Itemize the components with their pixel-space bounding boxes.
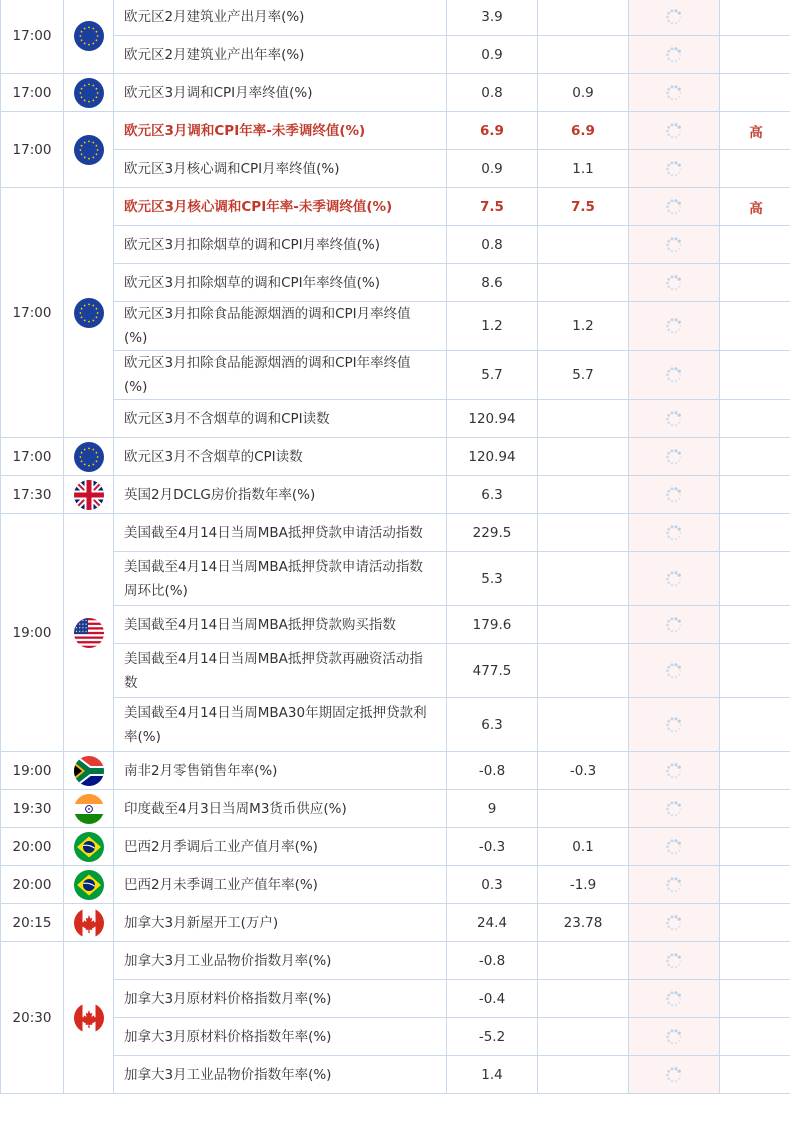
actual-value-cell (629, 1056, 720, 1094)
importance-cell (720, 351, 790, 400)
actual-value-cell (629, 942, 720, 980)
eu-flag-icon (74, 442, 104, 472)
actual-value-cell (629, 226, 720, 264)
indicator-name[interactable]: 欧元区3月扣除食品能源烟酒的调和CPI月率终值(%) (114, 302, 447, 351)
eu-flag-icon (74, 78, 104, 108)
forecast-value: 6.9 (538, 112, 629, 150)
actual-value-cell (629, 188, 720, 226)
forecast-value (538, 514, 629, 552)
time-cell: 20:30 (1, 942, 64, 1094)
eu-flag-icon (74, 135, 104, 165)
indicator-name[interactable]: 欧元区3月核心调和CPI年率-未季调终值(%) (114, 188, 447, 226)
actual-value-cell (629, 644, 720, 698)
forecast-value (538, 606, 629, 644)
loading-spinner-icon (665, 486, 683, 504)
indicator-name[interactable]: 欧元区3月核心调和CPI月率终值(%) (114, 150, 447, 188)
loading-spinner-icon (665, 160, 683, 178)
indicator-name[interactable]: 美国截至4月14日当周MBA抵押贷款再融资活动指数 (114, 644, 447, 698)
indicator-name[interactable]: 欧元区3月调和CPI月率终值(%) (114, 74, 447, 112)
importance-cell (720, 302, 790, 351)
canada-flag-icon (74, 1003, 104, 1033)
previous-value: 0.3 (447, 866, 538, 904)
time-cell: 17:00 (1, 112, 64, 188)
actual-value-cell (629, 828, 720, 866)
forecast-value: 0.9 (538, 74, 629, 112)
indicator-name[interactable]: 欧元区2月建筑业产出月率(%) (114, 0, 447, 36)
loading-spinner-icon (665, 1066, 683, 1084)
loading-spinner-icon (665, 914, 683, 932)
loading-spinner-icon (665, 122, 683, 140)
actual-value-cell (629, 752, 720, 790)
table-row[interactable] (1, 264, 790, 302)
previous-value: 0.9 (447, 150, 538, 188)
indicator-name[interactable]: 巴西2月季调后工业产值月率(%) (114, 828, 447, 866)
table-row[interactable] (1, 942, 790, 980)
country-cell (64, 866, 114, 904)
actual-value-cell (629, 264, 720, 302)
forecast-value (538, 36, 629, 74)
loading-spinner-icon (665, 716, 683, 734)
time-cell: 17:00 (1, 188, 64, 438)
importance-cell (720, 1018, 790, 1056)
previous-value: 7.5 (447, 188, 538, 226)
actual-value-cell (629, 790, 720, 828)
brazil-flag-icon (74, 870, 104, 900)
table-row[interactable] (1, 552, 790, 606)
previous-value: 120.94 (447, 400, 538, 438)
country-cell (64, 790, 114, 828)
previous-value: -5.2 (447, 1018, 538, 1056)
loading-spinner-icon (665, 8, 683, 26)
indicator-name[interactable]: 欧元区3月扣除食品能源烟酒的调和CPI年率终值(%) (114, 351, 447, 400)
previous-value: 3.9 (447, 0, 538, 36)
table-row[interactable] (1, 752, 790, 790)
importance-cell (720, 514, 790, 552)
actual-value-cell (629, 514, 720, 552)
brazil-flag-icon (74, 832, 104, 862)
previous-value: 0.8 (447, 226, 538, 264)
indicator-name[interactable]: 加拿大3月原材料价格指数月率(%) (114, 980, 447, 1018)
country-cell (64, 942, 114, 1094)
table-row[interactable] (1, 790, 790, 828)
forecast-value: 23.78 (538, 904, 629, 942)
forecast-value (538, 698, 629, 752)
importance-cell (720, 942, 790, 980)
previous-value: 5.7 (447, 351, 538, 400)
loading-spinner-icon (665, 448, 683, 466)
previous-value: 120.94 (447, 438, 538, 476)
actual-value-cell (629, 438, 720, 476)
forecast-value: 0.1 (538, 828, 629, 866)
actual-value-cell (629, 36, 720, 74)
previous-value: 6.3 (447, 476, 538, 514)
time-cell: 20:00 (1, 866, 64, 904)
table-row[interactable] (1, 112, 790, 150)
previous-value: 179.6 (447, 606, 538, 644)
actual-value-cell (629, 904, 720, 942)
forecast-value (538, 980, 629, 1018)
importance-cell (720, 476, 790, 514)
forecast-value (538, 1018, 629, 1056)
forecast-value: 7.5 (538, 188, 629, 226)
previous-value: -0.4 (447, 980, 538, 1018)
importance-cell (720, 790, 790, 828)
importance-cell (720, 150, 790, 188)
indicator-name[interactable]: 加拿大3月原材料价格指数年率(%) (114, 1018, 447, 1056)
actual-value-cell (629, 980, 720, 1018)
forecast-value (538, 400, 629, 438)
table-row[interactable] (1, 150, 790, 188)
indicator-name[interactable]: 欧元区3月扣除烟草的调和CPI月率终值(%) (114, 226, 447, 264)
indicator-name[interactable]: 欧元区3月不含烟草的CPI读数 (114, 438, 447, 476)
importance-cell (720, 980, 790, 1018)
time-cell: 17:00 (1, 0, 64, 74)
previous-value: 477.5 (447, 644, 538, 698)
loading-spinner-icon (665, 1028, 683, 1046)
indicator-name[interactable]: 印度截至4月3日当周M3货币供应(%) (114, 790, 447, 828)
actual-value-cell (629, 74, 720, 112)
indicator-name[interactable]: 加拿大3月工业品物价指数月率(%) (114, 942, 447, 980)
indicator-name[interactable]: 欧元区3月调和CPI年率-未季调终值(%) (114, 112, 447, 150)
indicator-name[interactable]: 英国2月DCLG房价指数年率(%) (114, 476, 447, 514)
loading-spinner-icon (665, 524, 683, 542)
previous-value: -0.3 (447, 828, 538, 866)
table-row[interactable] (1, 828, 790, 866)
table-row[interactable] (1, 476, 790, 514)
time-cell: 19:30 (1, 790, 64, 828)
table-row[interactable] (1, 644, 790, 698)
table-row[interactable] (1, 351, 790, 400)
indicator-name[interactable]: 加拿大3月新屋开工(万户) (114, 904, 447, 942)
table-row[interactable] (1, 606, 790, 644)
actual-value-cell (629, 866, 720, 904)
importance-cell (720, 0, 790, 36)
us-flag-icon (74, 618, 104, 648)
indicator-name[interactable]: 美国截至4月14日当周MBA抵押贷款申请活动指数 (114, 514, 447, 552)
forecast-value (538, 476, 629, 514)
importance-cell (720, 1056, 790, 1094)
loading-spinner-icon (665, 762, 683, 780)
loading-spinner-icon (665, 990, 683, 1008)
importance-cell (720, 264, 790, 302)
table-row[interactable] (1, 514, 790, 552)
actual-value-cell (629, 698, 720, 752)
previous-value: 6.9 (447, 112, 538, 150)
importance-cell (720, 866, 790, 904)
importance-cell (720, 400, 790, 438)
previous-value: 9 (447, 790, 538, 828)
indicator-name[interactable]: 欧元区2月建筑业产出年率(%) (114, 36, 447, 74)
forecast-value (538, 552, 629, 606)
country-cell (64, 828, 114, 866)
eu-flag-icon (74, 298, 104, 328)
forecast-value (538, 644, 629, 698)
importance-cell (720, 74, 790, 112)
importance-cell (720, 226, 790, 264)
indicator-name[interactable]: 美国截至4月14日当周MBA抵押贷款申请活动指数周环比(%) (114, 552, 447, 606)
table-row[interactable] (1, 226, 790, 264)
time-cell: 20:15 (1, 904, 64, 942)
forecast-value (538, 942, 629, 980)
importance-cell (720, 36, 790, 74)
indicator-name[interactable]: 美国截至4月14日当周MBA30年期固定抵押贷款利率(%) (114, 698, 447, 752)
forecast-value (538, 0, 629, 36)
table-row[interactable] (1, 188, 790, 226)
loading-spinner-icon (665, 46, 683, 64)
importance-cell (720, 606, 790, 644)
country-cell (64, 904, 114, 942)
loading-spinner-icon (665, 570, 683, 588)
forecast-value: 1.2 (538, 302, 629, 351)
table-row[interactable] (1, 698, 790, 752)
loading-spinner-icon (665, 800, 683, 818)
loading-spinner-icon (665, 274, 683, 292)
actual-value-cell (629, 150, 720, 188)
forecast-value: -1.9 (538, 866, 629, 904)
importance-cell (720, 698, 790, 752)
forecast-value: -0.3 (538, 752, 629, 790)
actual-value-cell (629, 606, 720, 644)
country-cell (64, 752, 114, 790)
table-row[interactable] (1, 1056, 790, 1094)
indicator-name[interactable]: 巴西2月未季调工业产值年率(%) (114, 866, 447, 904)
loading-spinner-icon (665, 317, 683, 335)
loading-spinner-icon (665, 198, 683, 216)
importance-cell (720, 438, 790, 476)
calendar-body (1, 0, 790, 1094)
table-row[interactable] (1, 0, 790, 36)
table-row[interactable] (1, 302, 790, 351)
time-cell: 20:00 (1, 828, 64, 866)
previous-value: 8.6 (447, 264, 538, 302)
previous-value: 229.5 (447, 514, 538, 552)
previous-value: 1.4 (447, 1056, 538, 1094)
time-cell: 17:00 (1, 438, 64, 476)
previous-value: 1.2 (447, 302, 538, 351)
importance-cell (720, 828, 790, 866)
importance-cell (720, 904, 790, 942)
loading-spinner-icon (665, 662, 683, 680)
indicator-name[interactable]: 欧元区3月扣除烟草的调和CPI年率终值(%) (114, 264, 447, 302)
previous-value: 0.9 (447, 36, 538, 74)
loading-spinner-icon (665, 876, 683, 894)
country-cell (64, 188, 114, 438)
actual-value-cell (629, 476, 720, 514)
actual-value-cell (629, 400, 720, 438)
previous-value: 6.3 (447, 698, 538, 752)
importance-cell (720, 552, 790, 606)
actual-value-cell (629, 0, 720, 36)
forecast-value (538, 1056, 629, 1094)
india-flag-icon (74, 794, 104, 824)
loading-spinner-icon (665, 236, 683, 254)
table-row[interactable] (1, 904, 790, 942)
country-cell (64, 112, 114, 188)
importance-cell (720, 644, 790, 698)
loading-spinner-icon (665, 410, 683, 428)
time-cell: 19:00 (1, 752, 64, 790)
loading-spinner-icon (665, 952, 683, 970)
forecast-value (538, 438, 629, 476)
previous-value: 0.8 (447, 74, 538, 112)
indicator-name[interactable]: 南非2月零售销售年率(%) (114, 752, 447, 790)
country-cell (64, 476, 114, 514)
loading-spinner-icon (665, 838, 683, 856)
previous-value: -0.8 (447, 752, 538, 790)
table-row[interactable] (1, 1018, 790, 1056)
eu-flag-icon (74, 21, 104, 51)
south-africa-flag-icon (74, 756, 104, 786)
table-row[interactable] (1, 980, 790, 1018)
forecast-value (538, 790, 629, 828)
actual-value-cell (629, 351, 720, 400)
country-cell (64, 514, 114, 752)
time-cell: 17:30 (1, 476, 64, 514)
previous-value: 5.3 (447, 552, 538, 606)
table-row[interactable] (1, 400, 790, 438)
actual-value-cell (629, 1018, 720, 1056)
indicator-name[interactable]: 欧元区3月不含烟草的调和CPI读数 (114, 400, 447, 438)
canada-flag-icon (74, 908, 104, 938)
country-cell (64, 438, 114, 476)
actual-value-cell (629, 302, 720, 351)
loading-spinner-icon (665, 84, 683, 102)
forecast-value: 5.7 (538, 351, 629, 400)
uk-flag-icon (74, 480, 104, 510)
indicator-name[interactable]: 加拿大3月工业品物价指数年率(%) (114, 1056, 447, 1094)
table-row[interactable] (1, 36, 790, 74)
forecast-value: 1.1 (538, 150, 629, 188)
previous-value: -0.8 (447, 942, 538, 980)
time-cell: 19:00 (1, 514, 64, 752)
country-cell (64, 74, 114, 112)
loading-spinner-icon (665, 616, 683, 634)
time-cell: 17:00 (1, 74, 64, 112)
importance-cell (720, 752, 790, 790)
table-row[interactable] (1, 74, 790, 112)
indicator-name[interactable]: 美国截至4月14日当周MBA抵押贷款购买指数 (114, 606, 447, 644)
actual-value-cell (629, 112, 720, 150)
table-row[interactable] (1, 438, 790, 476)
country-cell (64, 0, 114, 74)
forecast-value (538, 226, 629, 264)
table-row[interactable] (1, 866, 790, 904)
forecast-value (538, 264, 629, 302)
importance-cell: 高 (720, 112, 790, 150)
actual-value-cell (629, 552, 720, 606)
importance-cell: 高 (720, 188, 790, 226)
loading-spinner-icon (665, 366, 683, 384)
previous-value: 24.4 (447, 904, 538, 942)
